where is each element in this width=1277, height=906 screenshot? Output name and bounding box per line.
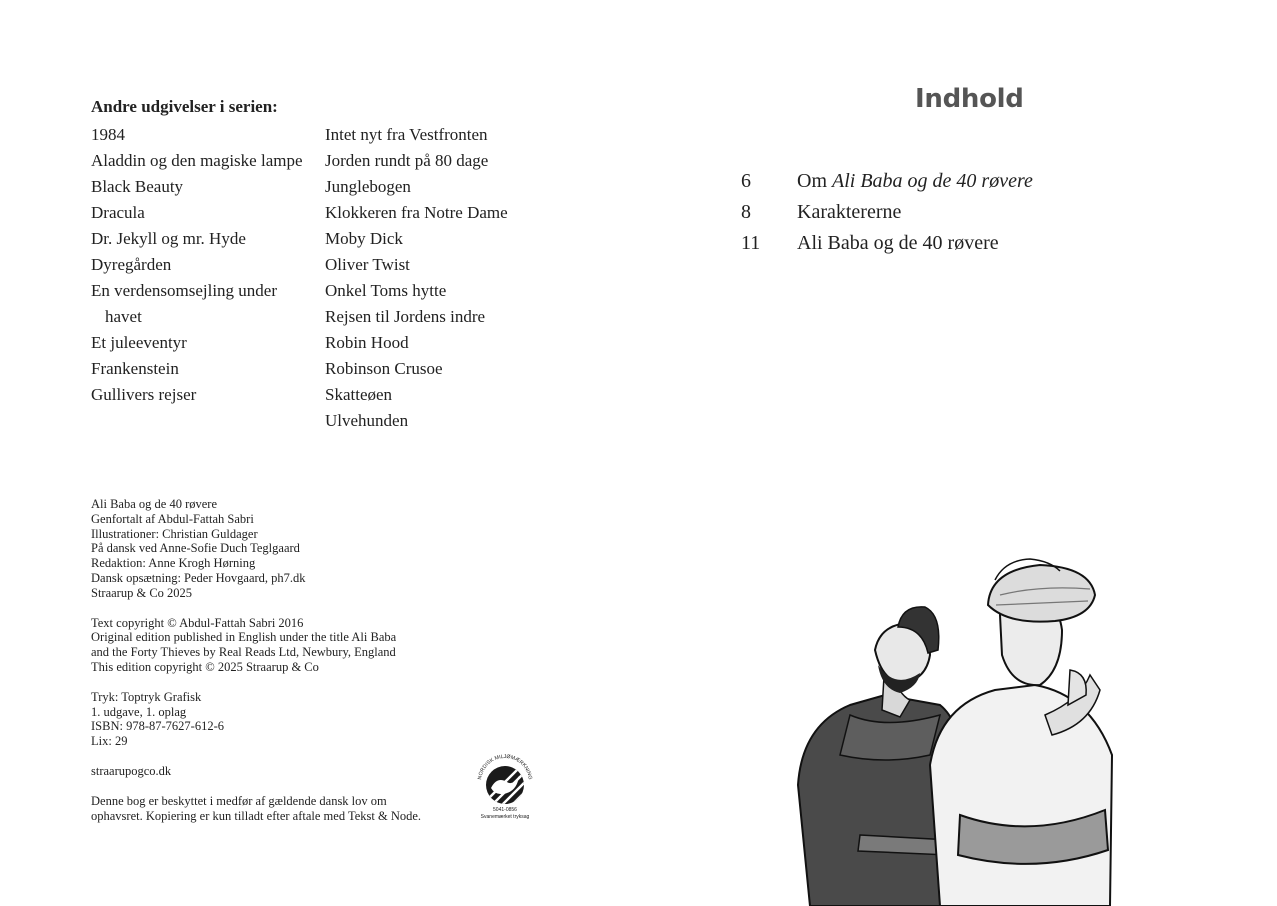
series-heading: Andre udgivelser i serien:	[91, 97, 278, 116]
series-title: Dracula	[91, 203, 145, 222]
imprint-line: Text copyright © Abdul-Fattah Sabri 2016	[91, 615, 304, 630]
series-title: Jorden rundt på 80 dage	[325, 151, 489, 170]
imprint-credits	[91, 497, 471, 601]
ecolabel-caption: Svanemærket tryksag	[480, 814, 530, 820]
series-title: Dyregården	[91, 255, 172, 274]
imprint-copyright	[91, 616, 471, 675]
toc-entry[interactable]	[741, 197, 1033, 228]
isbn: ISBN: 978-87-7627-612-6	[91, 719, 224, 734]
swan-ecolabel-icon	[473, 752, 537, 824]
imprint-line: Straarup & Co 2025	[91, 585, 193, 600]
series-title: Black Beauty	[91, 177, 184, 196]
imprint-line: Illustrationer: Christian Guldager	[91, 526, 258, 541]
toc-entry-italic-title: Ali Baba og de 40 røvere	[832, 170, 1033, 192]
series-title: Ulvehunden	[325, 411, 409, 430]
toc-entry-prefix: Ali Baba og de 40 røvere	[797, 232, 999, 254]
series-title: 1984	[91, 125, 125, 144]
imprint-line: Dansk opsætning: Peder Hovgaard, ph7.dk	[91, 570, 306, 585]
series-title: Aladdin og den magiske lampe	[91, 151, 303, 170]
lix: Lix: 29	[91, 734, 128, 749]
series-title: Et juleeventyr	[91, 333, 187, 352]
toc-entry-prefix: Om	[797, 170, 832, 192]
toc-entry-prefix: Karaktererne	[797, 201, 902, 223]
series-title: Klokkeren fra Notre Dame	[325, 203, 508, 222]
series-title: Frankenstein	[91, 359, 179, 378]
toc-page-number: 8	[741, 201, 751, 223]
left-page	[0, 0, 638, 906]
series-list-column-1	[91, 122, 316, 408]
toc-title: Indhold	[915, 84, 1024, 114]
ecolabel-arc-text: NORDISK MILJØMÆRKNING	[477, 753, 533, 781]
imprint-line: Ali Baba og de 40 røvere	[91, 497, 218, 511]
imprint-legal	[91, 794, 471, 824]
two-men-illustration	[790, 555, 1130, 906]
imprint-line: Denne bog er beskyttet i medfør af gældende dansk lov om	[91, 793, 387, 808]
series-title: Robinson Crusoe	[325, 359, 443, 378]
imprint-line: Redaktion: Anne Krogh Hørning	[91, 556, 256, 571]
toc-entry[interactable]	[741, 228, 1033, 259]
series-title: Moby Dick	[325, 229, 403, 248]
imprint-line: 1. udgave, 1. oplag	[91, 704, 187, 719]
right-man-figure	[930, 559, 1112, 906]
toc-page-number: 6	[741, 170, 751, 192]
series-title: Oliver Twist	[325, 255, 410, 274]
series-title: Rejsen til Jordens indre	[325, 307, 486, 326]
series-title: Junglebogen	[325, 177, 411, 196]
series-title: Skatteøen	[325, 385, 393, 404]
imprint-line: ophavsret. Kopiering er kun tilladt efter aftale med Tekst & Node.	[91, 808, 422, 823]
imprint-line: This edition copyright © 2025 Straarup & Co	[91, 659, 319, 674]
table-of-contents	[741, 166, 1033, 259]
imprint-line: På dansk ved Anne-Sofie Duch Teglgaard	[91, 541, 300, 556]
series-list-column-2	[325, 122, 565, 434]
imprint-print-info	[91, 690, 471, 749]
toc-entry[interactable]	[741, 166, 1033, 197]
imprint-line: Original edition published in English under the title Ali Baba	[91, 630, 397, 645]
imprint	[91, 497, 471, 838]
toc-page-number: 11	[741, 232, 761, 254]
ecolabel-code: 5041-0856	[493, 807, 517, 813]
imprint-line: Tryk: Toptryk Grafisk	[91, 689, 202, 704]
series-title: Onkel Toms hytte	[325, 281, 447, 300]
series-title: Intet nyt fra Vestfronten	[325, 125, 488, 144]
imprint-website-block	[91, 764, 471, 779]
series-title: Robin Hood	[325, 333, 409, 352]
series-title: En verdensomsejling under havet	[91, 281, 278, 326]
website-url: straarupogco.dk	[91, 763, 172, 778]
series-title: Gullivers rejser	[91, 385, 197, 404]
imprint-line: and the Forty Thieves by Real Reads Ltd, Newbury, England	[91, 645, 396, 660]
imprint-line: Genfortalt af Abdul-Fattah Sabri	[91, 511, 254, 526]
series-title: Dr. Jekyll og mr. Hyde	[91, 229, 246, 248]
